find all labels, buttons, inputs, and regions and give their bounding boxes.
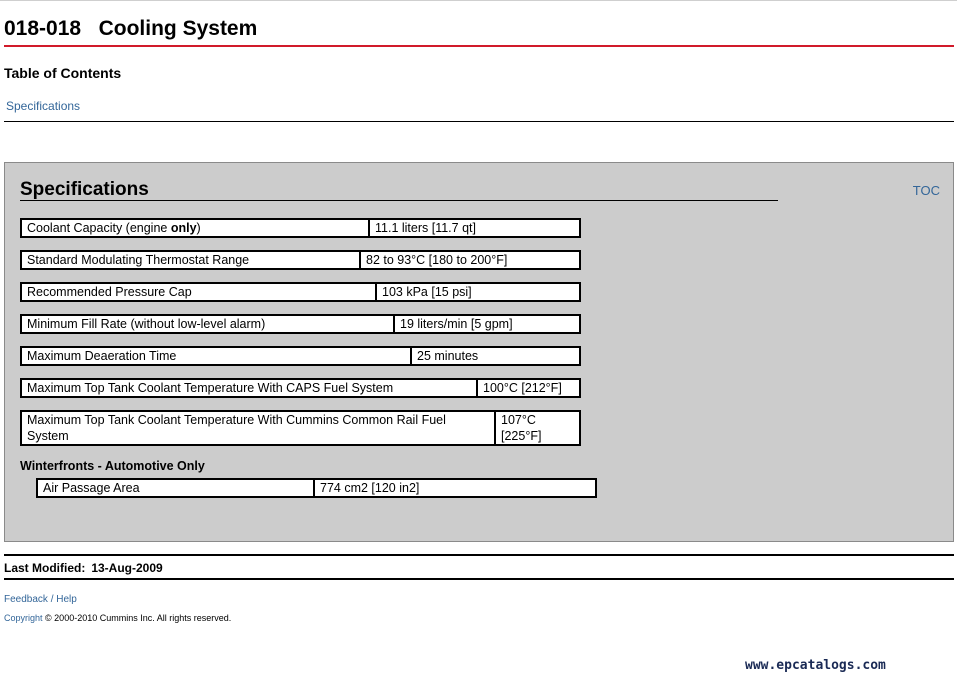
footer-divider-bottom [4, 578, 954, 580]
spec-value: 107°C [225°F] [501, 413, 542, 443]
winterfronts-heading: Winterfronts - Automotive Only [20, 459, 205, 473]
spec-label: Recommended Pressure Cap [22, 284, 377, 300]
copyright-link[interactable]: Copyright [4, 613, 43, 623]
toc-divider [4, 121, 954, 122]
last-modified-date: 13-Aug-2009 [91, 561, 163, 575]
copyright-text: © 2000-2010 Cummins Inc. All rights reserved. [45, 613, 232, 623]
spec-row-common-rail-temperature [20, 410, 581, 446]
spec-label-emphasis: only [170, 221, 197, 235]
watermark: www.epcatalogs.com [745, 658, 886, 673]
spec-value: 25 minutes [417, 349, 479, 363]
spec-row-pressure-cap [20, 282, 581, 302]
spec-label [22, 220, 370, 236]
spec-label: Maximum Top Tank Coolant Temperature With Cummins Common Rail Fuel System [22, 412, 496, 444]
top-border [0, 0, 957, 1]
spec-value: 774 cm2 [120 in2] [320, 481, 420, 495]
spec-value: 103 kPa [15 psi] [382, 285, 472, 299]
specifications-heading: Specifications [20, 179, 149, 200]
last-modified-label: Last Modified: [4, 561, 86, 575]
spec-label: Standard Modulating Thermostat Range [22, 252, 361, 268]
toc-link-specifications[interactable]: Specifications [6, 99, 81, 113]
page-title [4, 17, 257, 41]
spec-row-caps-temperature [20, 378, 581, 398]
spec-row-coolant-capacity [20, 218, 581, 238]
spec-label: Air Passage Area [38, 480, 315, 496]
footer-divider-top [4, 554, 954, 556]
specifications-panel [4, 162, 954, 542]
spec-row-air-passage-area [36, 478, 597, 498]
spec-row-thermostat-range [20, 250, 581, 270]
last-modified [4, 561, 163, 575]
spec-value: 100°C [212°F] [483, 381, 562, 395]
toc-heading: Table of Contents [4, 65, 122, 81]
spec-value: 19 liters/min [5 gpm] [400, 317, 513, 331]
spec-label-text: Coolant Capacity (engine [27, 221, 171, 235]
spec-row-deaeration-time [20, 346, 581, 366]
doc-title-text: Cooling System [98, 17, 258, 40]
spec-value: 11.1 liters [11.7 qt] [375, 221, 476, 235]
spec-value: 82 to 93°C [180 to 200°F] [366, 253, 508, 267]
spec-label: Maximum Top Tank Coolant Temperature With CAPS Fuel System [22, 380, 478, 396]
spec-row-fill-rate [20, 314, 581, 334]
spec-label-text-end: ) [196, 221, 201, 235]
title-divider [4, 45, 954, 47]
specifications-divider [20, 200, 778, 201]
feedback-help-link[interactable]: Feedback / Help [4, 594, 77, 605]
copyright-notice [4, 613, 231, 623]
spec-label: Minimum Fill Rate (without low-level alarm) [22, 316, 395, 332]
back-to-toc-link[interactable]: TOC [912, 183, 940, 198]
spec-label: Maximum Deaeration Time [22, 348, 412, 364]
doc-number: 018-018 [4, 17, 82, 40]
